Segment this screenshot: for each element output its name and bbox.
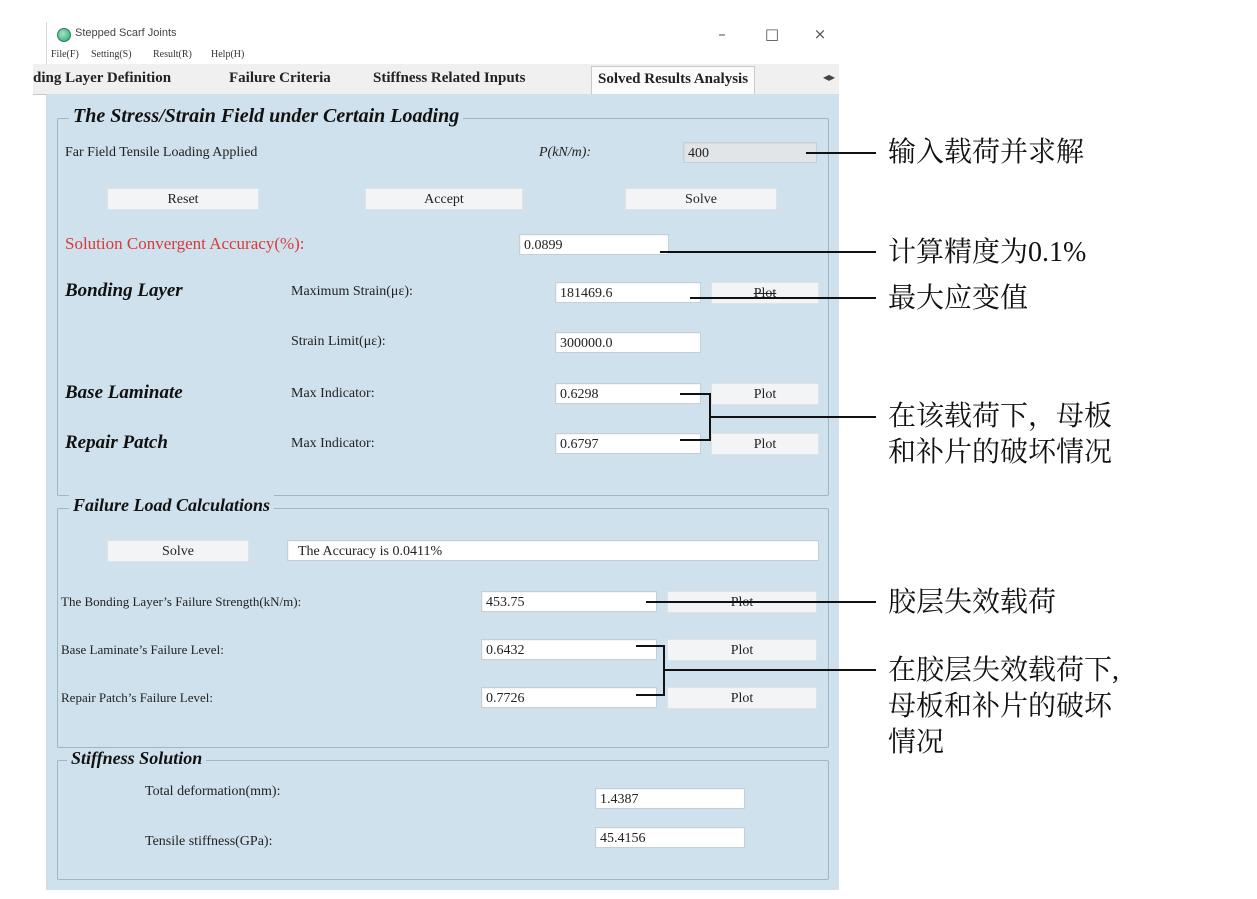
title-bar bbox=[47, 22, 839, 48]
note-damage-line1: 在该载荷下，母板 bbox=[888, 401, 1113, 432]
note-adh-damage-line2: 母板和补片的破坏 bbox=[888, 691, 1113, 722]
plot-repair-button[interactable]: Plot bbox=[711, 433, 819, 455]
repair-max-indicator-label: Max Indicator: bbox=[291, 436, 375, 451]
note-damage-line2: 和补片的破坏情况 bbox=[888, 437, 1113, 468]
results-panel bbox=[47, 94, 839, 890]
note-accuracy: 计算精度为0.1% bbox=[888, 237, 1087, 268]
menu-help[interactable]: Help(H) bbox=[211, 49, 245, 60]
minimize-button[interactable]: – bbox=[718, 25, 726, 43]
accept-button[interactable]: Accept bbox=[365, 188, 523, 210]
plot-bonding-strength-label: Plot bbox=[730, 595, 754, 610]
menu-setting[interactable]: Setting(S) bbox=[91, 49, 132, 60]
repair-indicator-field: 0.6797 bbox=[555, 433, 701, 454]
tab-scroll-arrows-icon[interactable]: ◂▸ bbox=[822, 70, 835, 84]
base-laminate-heading: Base Laminate bbox=[65, 382, 183, 403]
repair-failure-level-field: 0.7726 bbox=[481, 687, 657, 708]
menu-result[interactable]: Result(R) bbox=[153, 49, 192, 60]
note-adh-damage-line1: 在胶层失效载荷下, bbox=[888, 655, 1120, 686]
menu-file[interactable]: File(F) bbox=[51, 49, 79, 60]
close-button[interactable]: × bbox=[813, 25, 827, 43]
p-label: P(kN/m): bbox=[539, 145, 592, 160]
repair-patch-heading: Repair Patch bbox=[65, 432, 168, 453]
failure-accuracy-field: The Accuracy is 0.0411% bbox=[287, 540, 819, 561]
bonding-strength-field: 453.75 bbox=[481, 591, 657, 612]
max-strain-label: Maximum Strain(με): bbox=[291, 284, 413, 299]
failure-load-title: Failure Load Calculations bbox=[69, 495, 274, 516]
strain-limit-field: 300000.0 bbox=[555, 332, 701, 353]
stiffness-group bbox=[57, 760, 829, 880]
plot-strain-label: Plot bbox=[753, 286, 777, 301]
base-indicator-field: 0.6298 bbox=[555, 383, 701, 404]
tab-solved-results-analysis[interactable]: Solved Results Analysis bbox=[591, 66, 755, 94]
repair-failure-level-label: Repair Patch’s Failure Level: bbox=[61, 690, 213, 705]
bonding-layer-heading: Bonding Layer bbox=[65, 280, 183, 301]
note-adh-damage-line3: 情况 bbox=[888, 727, 945, 758]
base-failure-level-label: Base Laminate’s Failure Level: bbox=[61, 642, 224, 657]
accuracy-label: Solution Convergent Accuracy(%): bbox=[65, 234, 305, 253]
bonding-strength-label: The Bonding Layer’s Failure Strength(kN/m): bbox=[61, 594, 302, 609]
accuracy-field: 0.0899 bbox=[519, 234, 669, 255]
tab-bar bbox=[33, 64, 839, 95]
load-input[interactable]: 400 bbox=[683, 142, 817, 163]
base-max-indicator-label: Max Indicator: bbox=[291, 386, 375, 401]
solve-button[interactable]: Solve bbox=[625, 188, 777, 210]
tensile-stiffness-field: 45.4156 bbox=[595, 827, 745, 848]
window-title: Stepped Scarf Joints bbox=[75, 27, 177, 39]
reset-button[interactable]: Reset bbox=[107, 188, 259, 210]
note-input-load: 输入载荷并求解 bbox=[888, 137, 1085, 168]
tab-stiffness-related-inputs[interactable]: Stiffness Related Inputs bbox=[373, 70, 526, 86]
maximize-button[interactable]: □ bbox=[764, 25, 780, 43]
note-adhesive-failure: 胶层失效载荷 bbox=[888, 587, 1057, 618]
app-icon bbox=[57, 28, 71, 42]
failure-solve-button[interactable]: Solve bbox=[107, 540, 249, 562]
menu-bar bbox=[47, 48, 839, 64]
plot-base-button[interactable]: Plot bbox=[711, 383, 819, 405]
plot-bonding-strength-button[interactable] bbox=[667, 591, 817, 613]
note-max-strain: 最大应变值 bbox=[888, 283, 1029, 314]
tab-bonding-layer-definition[interactable]: ding Layer Definition bbox=[33, 70, 172, 86]
stiffness-title: Stiffness Solution bbox=[67, 748, 206, 769]
plot-base-failure-button[interactable]: Plot bbox=[667, 639, 817, 661]
base-failure-level-field: 0.6432 bbox=[481, 639, 657, 660]
total-deformation-label: Total deformation(mm): bbox=[145, 784, 281, 799]
plot-strain-button[interactable] bbox=[711, 282, 819, 304]
plot-repair-failure-button[interactable]: Plot bbox=[667, 687, 817, 709]
far-field-label: Far Field Tensile Loading Applied bbox=[65, 145, 258, 160]
tensile-stiffness-label: Tensile stiffness(GPa): bbox=[145, 834, 273, 849]
stress-strain-title: The Stress/Strain Field under Certain Loading bbox=[69, 105, 463, 128]
tab-failure-criteria[interactable]: Failure Criteria bbox=[229, 70, 331, 86]
application-window bbox=[33, 22, 839, 890]
max-strain-field: 181469.6 bbox=[555, 282, 701, 303]
total-deformation-field: 1.4387 bbox=[595, 788, 745, 809]
strain-limit-label: Strain Limit(με): bbox=[291, 334, 386, 349]
